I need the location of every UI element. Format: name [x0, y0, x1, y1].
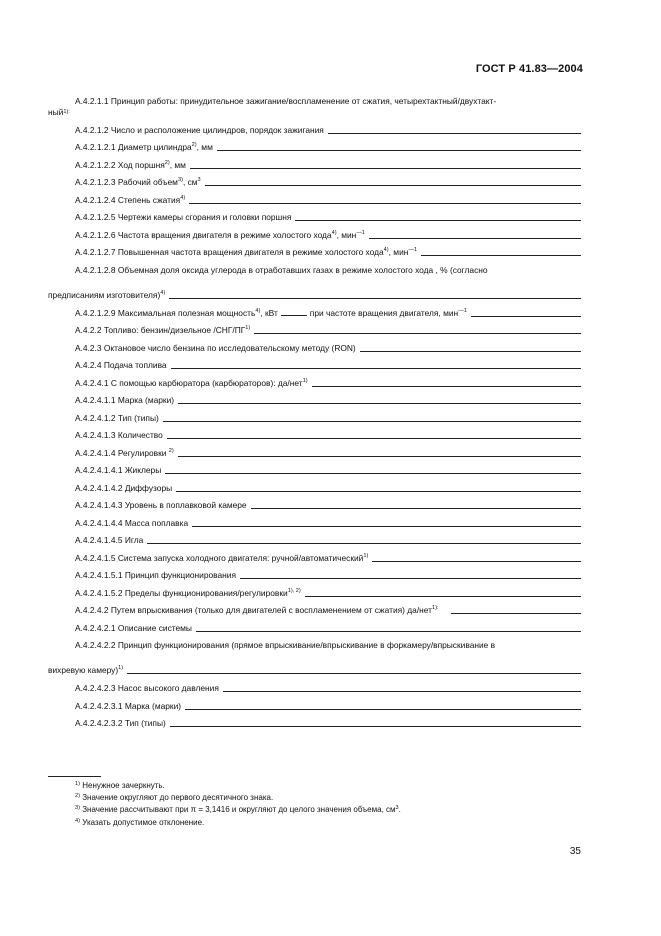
answer-line[interactable]	[451, 612, 581, 614]
form-item: А.4.2.4.2 Путем впрыскивания (только для двигателей с воспламенением от сжатия) да/нет$^{1):}$	[48, 605, 581, 623]
answer-line[interactable]	[223, 690, 581, 692]
answer-line[interactable]	[163, 420, 581, 422]
form-item: А.4.2.4.2.2 Принцип функционирования (прямое впрыскивание/впрыскивание в форкамеру/впрыскивание в вихревую камеру)$^{1)}$	[48, 640, 581, 683]
form-item: А.4.2.1.2.2 Ход поршня$^{2)}$, мм	[48, 160, 581, 178]
form-item: А.4.2.1.2.4 Степень сжатия$^{4)}$	[48, 195, 581, 213]
form-item: А.4.2.2 Топливо: бензин/дизельное /СНГ/ПГ$^{1)}$	[48, 325, 581, 343]
form-item: А.4.2.4.1.5.1 Принцип функционирования	[48, 570, 581, 588]
answer-line[interactable]	[170, 725, 581, 727]
answer-line[interactable]	[254, 332, 581, 334]
form-item: А.4.2.1.2.5 Чертежи камеры сгорания и головки поршня	[48, 212, 581, 230]
form-item: А.4.2.1.2.8 Объемная доля оксида углерода в отработавших газах в режиме холостого хода , % (согласно предписаниям изготовителя)$^{4)}$	[48, 265, 581, 308]
form-item: А.4.2.4.1.4.4 Масса поплавка	[48, 518, 581, 536]
form-item: А.4.2.3 Октановое число бензина по исследовательскому методу (RON)	[48, 343, 581, 361]
form-item: А.4.2.4.1.2 Тип (типы)	[48, 413, 581, 431]
answer-line[interactable]	[251, 507, 581, 509]
answer-line[interactable]	[312, 385, 581, 387]
form-item: А.4.2.4.1.5 Система запуска холодного двигателя: ручной/автоматический$^{1)}$	[48, 553, 581, 571]
answer-line[interactable]	[372, 560, 581, 562]
form-content	[48, 96, 581, 736]
answer-line[interactable]	[169, 297, 581, 299]
form-item: А.4.2.4.1.4.1 Жиклеры	[48, 465, 581, 483]
form-item: А.4.2.4.1.4 Регулировки $^{2)}$	[48, 448, 581, 466]
footnote-separator	[48, 776, 101, 777]
footnote: $^{2)}$ Значение округляют до первого десятичного знака.	[75, 793, 274, 803]
form-item: А.4.2.4.2.3 Насос высокого давления	[48, 683, 581, 701]
document-id: ГОСТ Р 41.83—2004	[475, 63, 583, 75]
answer-line[interactable]	[189, 202, 581, 204]
answer-line[interactable]	[240, 577, 581, 579]
form-item: А.4.2.4.1.4.5 Игла	[48, 535, 581, 553]
answer-line[interactable]	[205, 184, 581, 186]
form-item: А.4.2.1.2.6 Частота вращения двигателя в режиме холостого хода$^{4)}$, мин$^{—1}$	[48, 230, 581, 248]
form-item: А.4.2.4.1.3 Количество	[48, 430, 581, 448]
answer-line[interactable]	[165, 472, 581, 474]
footnote: $^{4)}$ Указать допустимое отклонение.	[75, 817, 205, 827]
answer-line[interactable]	[190, 167, 581, 169]
form-item: А.4.2.4.1.1 Марка (марки)	[48, 395, 581, 413]
answer-line[interactable]	[471, 315, 581, 317]
answer-line[interactable]	[305, 595, 581, 597]
form-item: А.4.2.4.2.3.2 Тип (типы)	[48, 718, 581, 736]
answer-line[interactable]	[185, 708, 581, 710]
form-item: А.4.2.1.2.7 Повышенная частота вращения двигателя в режиме холостого хода$^{4)}$, мин$^{—1}$	[48, 247, 581, 265]
form-item: А.4.2.1.2.1 Диаметр цилиндра$^{2)}$, мм	[48, 142, 581, 160]
answer-line[interactable]	[171, 367, 581, 369]
answer-line[interactable]	[178, 455, 581, 457]
answer-line[interactable]	[360, 350, 581, 352]
answer-line[interactable]	[217, 149, 581, 151]
answer-line[interactable]	[147, 542, 581, 544]
answer-line[interactable]	[178, 402, 581, 404]
answer-line[interactable]	[281, 314, 307, 316]
form-item: А.4.2.4.1.5.2 Пределы функционирования/регулировки$^{1), 2)}$	[48, 588, 581, 606]
form-item: А.4.2.4.1.4.2 Диффузоры	[48, 483, 581, 501]
answer-line[interactable]	[196, 630, 581, 632]
form-item: А.4.2.4.2.1 Описание системы	[48, 623, 581, 641]
answer-line[interactable]	[421, 254, 581, 256]
form-item: А.4.2.1.2.3 Рабочий объем$^{3)}$, $см^3$	[48, 177, 581, 195]
answer-line[interactable]	[328, 132, 581, 134]
form-item: А.4.2.4 Подача топлива	[48, 360, 581, 378]
form-item: А.4.2.1.2.9 Максимальная полезная мощность$^{4)}$, кВт при частоте вращения двигателя, мин$^{—1}$	[48, 308, 581, 326]
form-item: А.4.2.4.1 С помощью карбюратора (карбюраторов): да/нет$^{1)}$	[48, 378, 581, 396]
form-item: А.4.2.4.2.3.1 Марка (марки)	[48, 701, 581, 719]
answer-line[interactable]	[176, 490, 581, 492]
answer-line[interactable]	[167, 437, 581, 439]
form-item: А.4.2.1.1 Принцип работы: принудительное зажигание/воспламенение от сжатия, четырехтактный/двухтакт- ный $^{1):}$	[48, 96, 497, 117]
footnotes	[75, 780, 401, 829]
form-item: А.4.2.4.1.4.3 Уровень в поплавковой камере	[48, 500, 581, 518]
footnote: $^{1)}$ Ненужное зачеркнуть.	[75, 781, 165, 790]
page-number: 35	[569, 846, 581, 857]
footnote: $^{3)}$ Значение рассчитывают при π = 3,1416 и округляют до целого значения объема, $см^3$.	[75, 805, 401, 815]
answer-line[interactable]	[192, 525, 581, 527]
answer-line[interactable]	[369, 237, 581, 239]
answer-line[interactable]	[295, 219, 581, 221]
form-item: А.4.2.1.2 Число и расположение цилиндров, порядок зажигания	[48, 125, 581, 142]
answer-line[interactable]	[127, 672, 581, 674]
